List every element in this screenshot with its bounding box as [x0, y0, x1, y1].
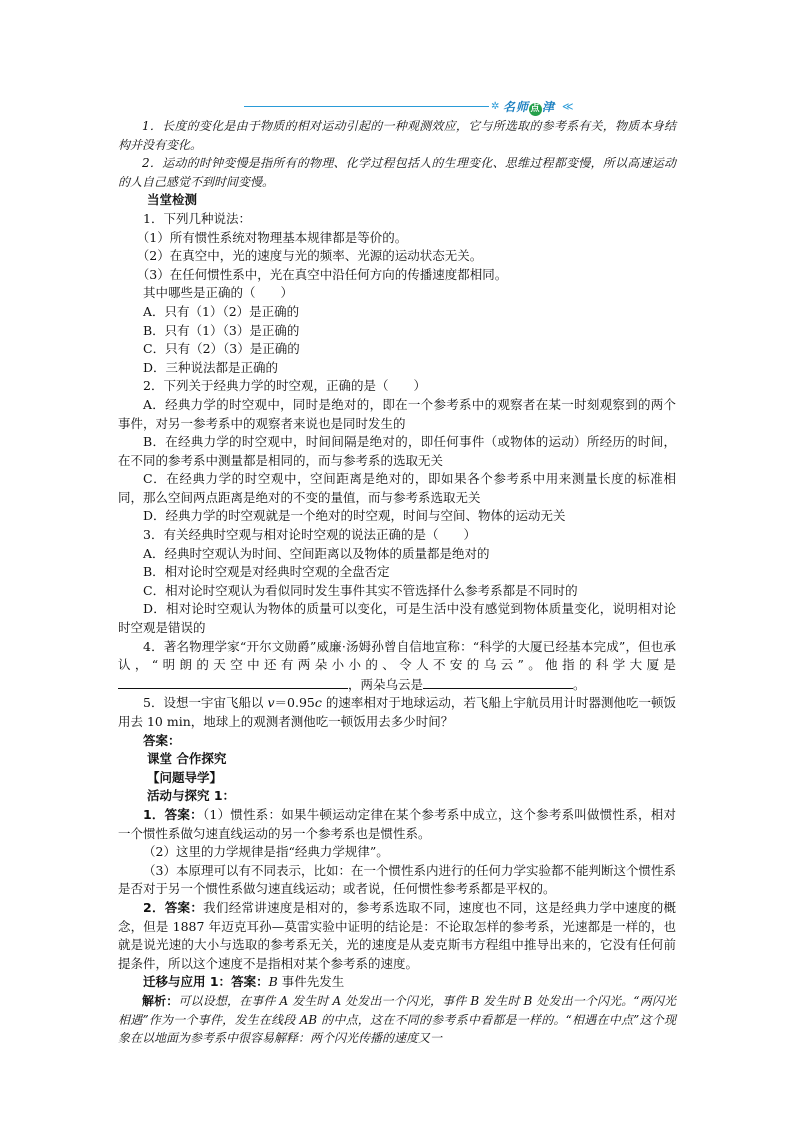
- answer-1-p1: 1．答案：（1）惯性系：如果牛顿运动定律在某个参考系中成立，这个参考系叫做惯性系，相对一个惯性系做匀速直线运动的另一个参考系也是惯性系。: [118, 806, 676, 841]
- q1-ask: 其中哪些是正确的（ ）: [143, 285, 294, 301]
- content: [118, 117, 676, 1048]
- q4-end: 。: [573, 676, 586, 692]
- answer-2: 2．答案：我们经常讲速度是相对的，参考系选取不同，速度也不同，这是经典力学中速度的概念，但是 1887 年迈克耳孙—莫雷实验中证明的结论是：不论取怎样的参考系，光速都是一样的，也就是说光速的大小与选取的参考系无关，光的速度是从麦克斯韦方程组中推导出来的，它没有任何前提条件，所以这个速度不是指相对某个参考系的速度。: [118, 899, 676, 971]
- q2-option-d: D．经典力学的时空观就是一个绝对的时空观，时间与空间、物体的运动无关: [143, 508, 566, 524]
- header-brand: 名师点 津: [503, 100, 556, 114]
- answer-1-p3: （3）本原理可以有不同表示，比如：在一个惯性系内进行的任何力学实验都不能判断这个惯性系是否对于另一个惯性系做匀速直线运动；或者说，任何惯性参考系都是平权的。: [118, 862, 676, 897]
- section-test-heading: 当堂检测: [147, 192, 198, 208]
- page-header: [244, 99, 580, 115]
- analysis: 解析：可以设想，在事件 A 发生时 A 处发出一个闪光，事件 B 发生时 B 处发出一个闪光。“两闪光相遇”作为一个事件，发生在线段 AB 的中点，这在不同的参考系中看都是一样的。“相遇在中点”这个现象在以地面为参考系中很容易解释：两个闪光传播的速度又一: [118, 993, 676, 1046]
- section-guide-heading: 【问题导学】: [147, 769, 223, 785]
- header-rule: [244, 106, 489, 107]
- badge-icon: 点: [530, 104, 541, 114]
- q1-item-2: （2）在真空中，光的速度与光的频率、光源的运动状态无关。: [136, 248, 483, 264]
- q1-option-b: B．只有（1）（3）是正确的: [143, 322, 300, 338]
- transfer-1: 迁移与应用 1：答案：B 事件先发生: [143, 974, 345, 990]
- q3-option-a: A．经典时空观认为时间、空间距离以及物体的质量都是绝对的: [143, 545, 490, 561]
- q5: 5．设想一宇宙飞船以 v＝0.95c 的速率相对于地球运动，若飞船上宇航员用计时器测他吃一顿饭用去 10 min，地球上的观测者测他吃一顿饭用去多少时间？: [118, 695, 676, 729]
- q1-option-a: A．只有（1）（2）是正确的: [143, 303, 300, 319]
- q2-option-a: A．经典力学的时空观中，同时是绝对的，即在一个参考系中的观察者在某一时刻观察到的两个事件，对另一参考系中的观察者来说也是同时发生的: [118, 396, 676, 431]
- q5-answer-label: 答案：: [143, 732, 181, 748]
- section-class-heading: 课堂 合作探究: [147, 751, 227, 767]
- q4-mid: ，两朵乌云是: [348, 676, 424, 692]
- answer-1-p2: （2）这里的力学规律是指“经典力学规律”。: [143, 844, 389, 860]
- q1-item-3: （3）在任何惯性系中，光在真空中沿任何方向的传播速度都相同。: [136, 266, 508, 282]
- q1-stem: 1．下列几种说法：: [143, 210, 251, 226]
- note-1: 1．长度的变化是由于物质的相对运动引起的一种观测效应，它与所选取的参考系有关，物质本身结构并没有变化。: [118, 119, 676, 152]
- q1-item-1: （1）所有惯性系统对物理基本规律都是等价的。: [136, 229, 408, 245]
- activity-1-heading: 活动与探究 1：: [147, 788, 236, 804]
- q2-stem: 2．下列关于经典力学的时空观，正确的是（ ）: [143, 378, 426, 394]
- q2-option-b: B．在经典力学的时空观中，时间间隔是绝对的，即任何事件（或物体的运动）所经历的时间，在不同的参考系中测量都是相同的，而与参考系的选取无关: [118, 434, 676, 468]
- q1-option-c: C．只有（2）（3）是正确的: [143, 341, 300, 357]
- note-2: 2．运动的时钟变慢是指所有的物理、化学过程包括人的生理变化、思维过程都变慢，所以高速运动的人自己感觉不到时间变慢。: [118, 156, 676, 189]
- q2-option-c: C．在经典力学的时空观中，空间距离是绝对的，即如果各个参考系中用来测量长度的标准相同，那么空间两点距离是绝对的不变的量值，而与参考系选取无关: [118, 471, 676, 505]
- double-arrow-icon: ≪: [562, 100, 574, 113]
- q3-option-c: C．相对论时空观认为看似同时发生事件其实不管选择什么参考系都是不同时的: [143, 582, 578, 598]
- q4-blank-2[interactable]: [423, 675, 573, 689]
- q4-blank-1[interactable]: [118, 675, 348, 689]
- q3-stem: 3．有关经典时空观与相对论时空观的说法正确的是（ ）: [143, 527, 476, 543]
- q1-option-d: D．三种说法都是正确的: [143, 359, 279, 375]
- q4-text: 4．著名物理学家“开尔文勋爵”威廉·汤姆孙曾自信地宣称：“科学的大厦已经基本完成”，但也承认，“明朗的天空中还有两朵小小的、令人不安的乌云”。他指的科学大厦是: [118, 638, 676, 673]
- q4: [118, 638, 676, 695]
- q3-option-d: D．相对论时空观认为物体的质量可以变化，可是生活中没有感觉到物体质量变化，说明相对论时空观是错误的: [118, 601, 676, 636]
- star-icon: ✲: [491, 101, 500, 112]
- q3-option-b: B．相对论时空观是对经典时空观的全盘否定: [143, 564, 390, 580]
